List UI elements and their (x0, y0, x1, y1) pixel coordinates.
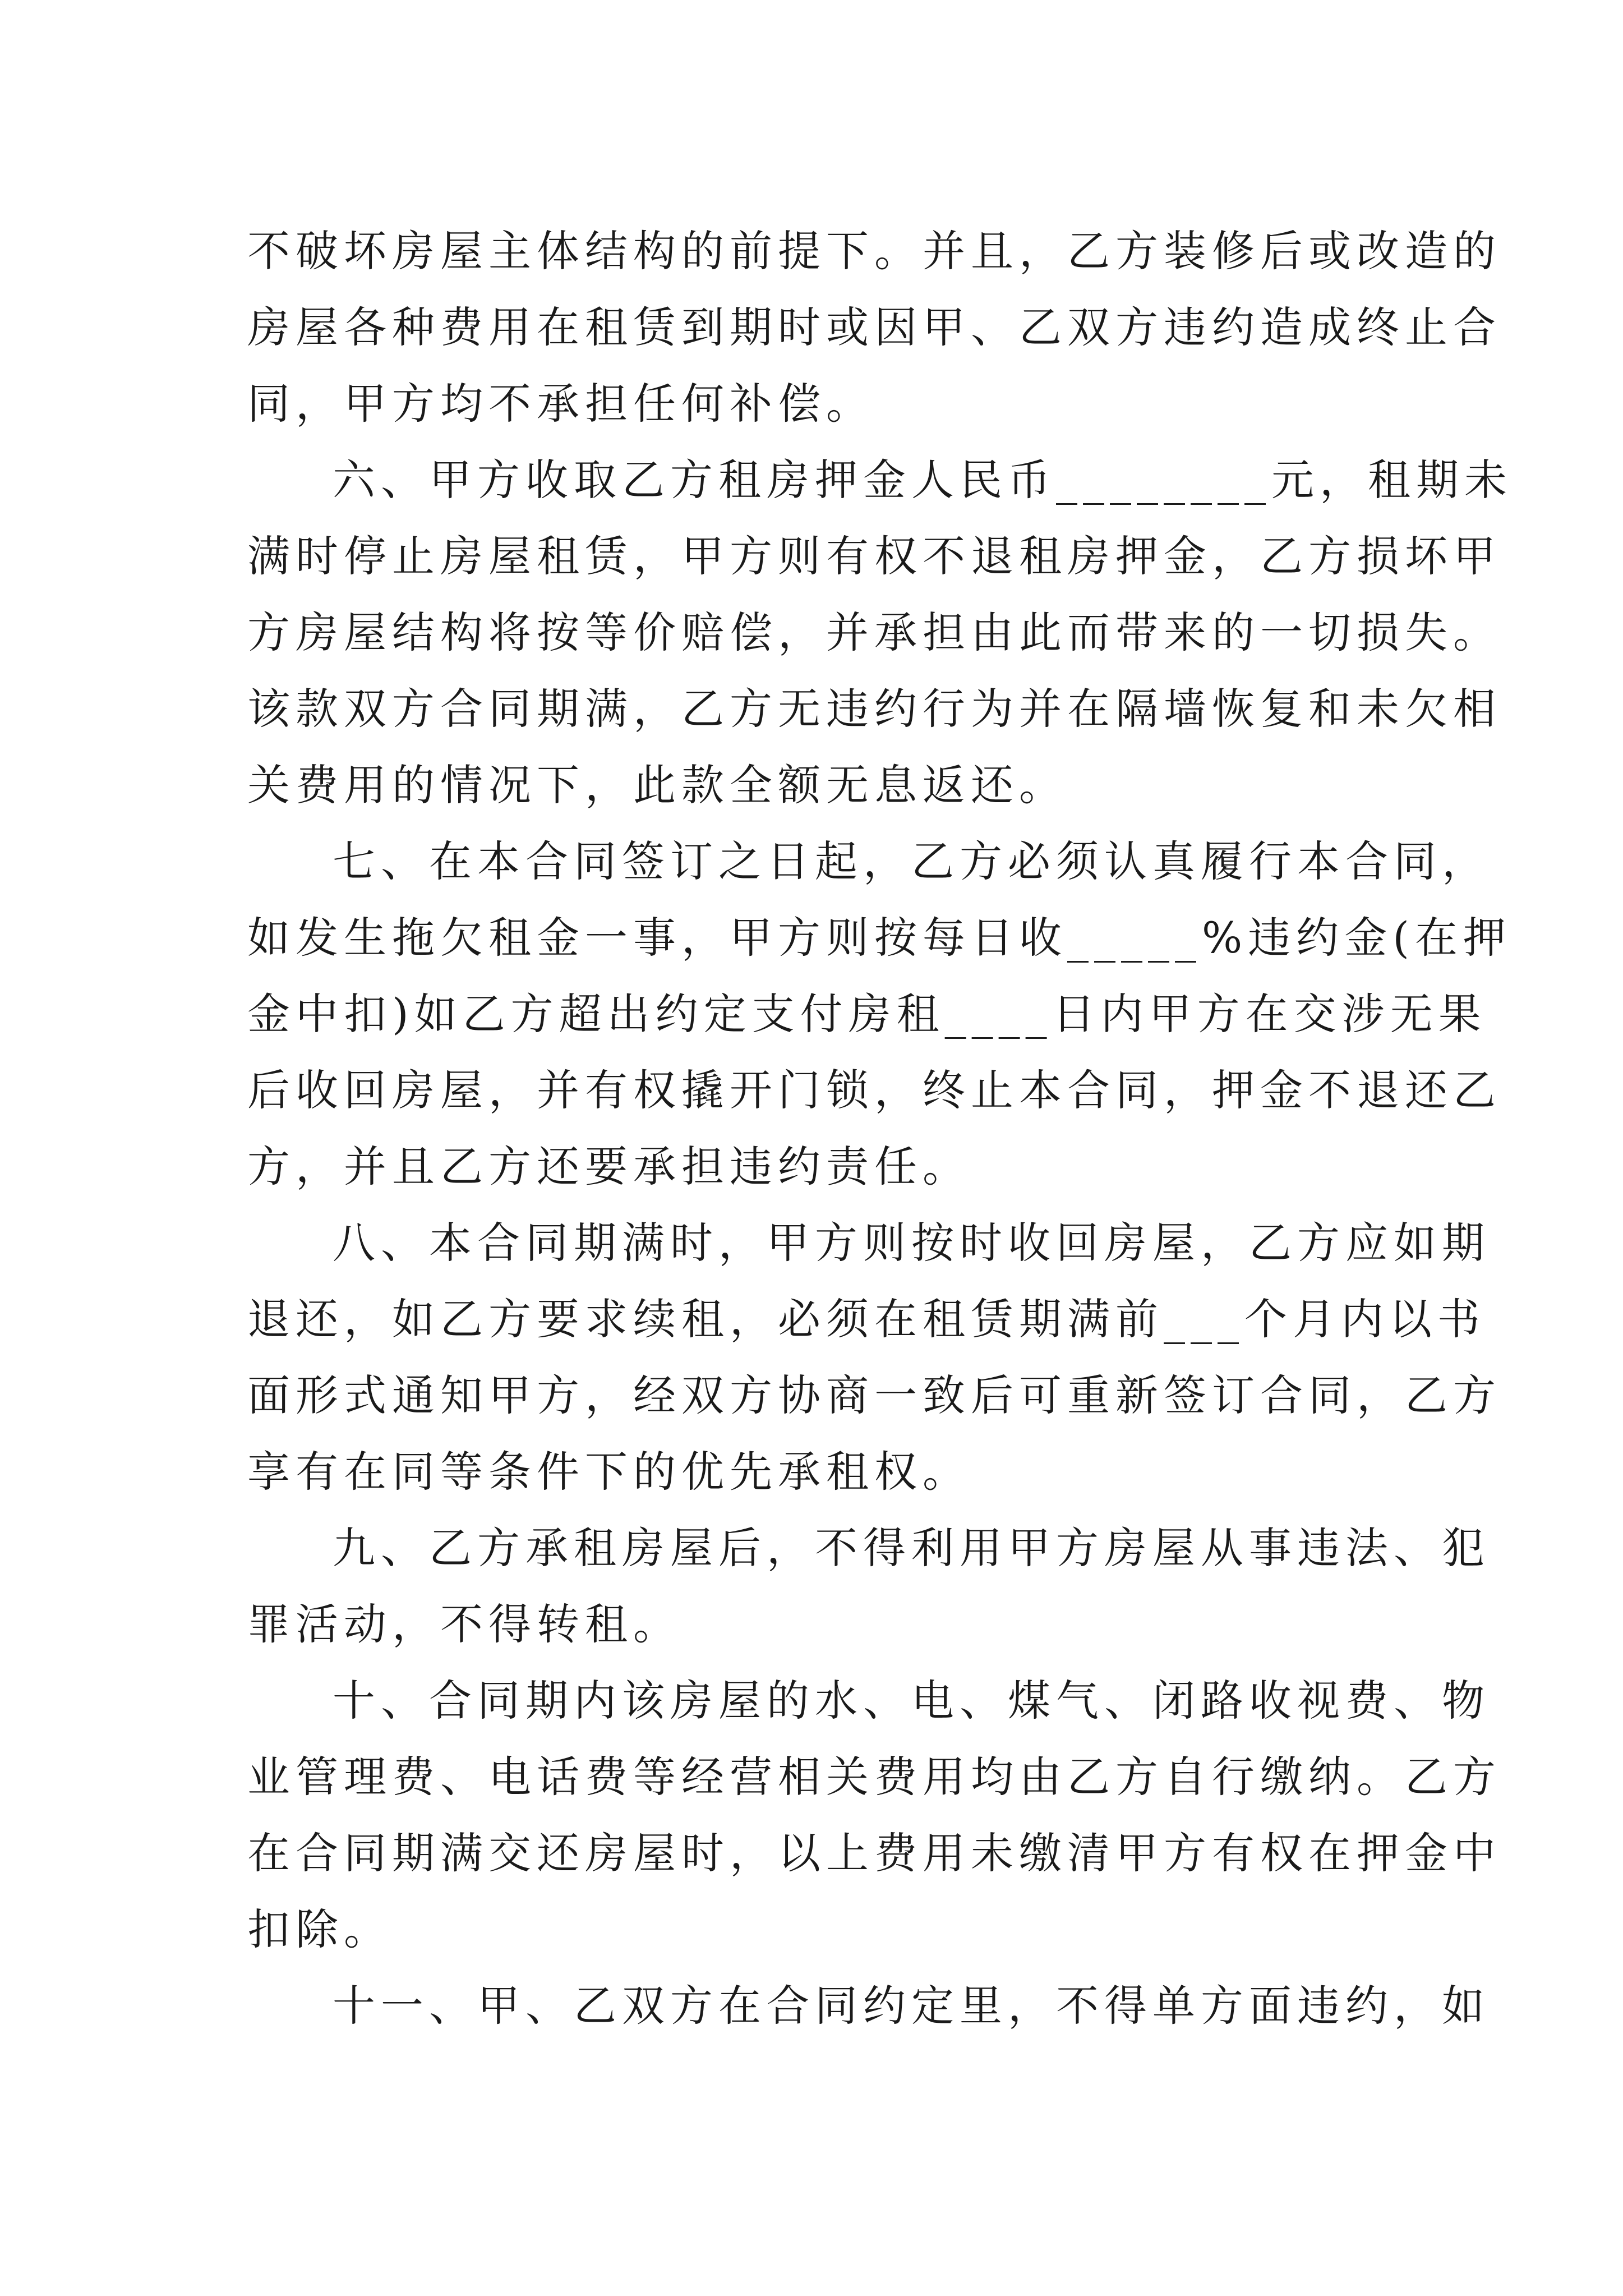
text-line: 扣除。 (247, 1904, 392, 1954)
document-body (247, 213, 1513, 2044)
text-line: 如发生拖欠租金一事，甲方则按每日收_____%违约金(在押 (247, 913, 1511, 963)
text-line: 金中扣)如乙方超出约定支付房租____日内甲方在交涉无果 (247, 989, 1487, 1039)
clause-eleven-line: 十一、甲、乙双方在合同约定里，不得单方面违约，如 (333, 1981, 1490, 2031)
clause-ten-line: 十、合同期内该房屋的水、电、煤气、闭路收视费、物 (333, 1676, 1490, 1726)
text-line: 关费用的情况下，此款全额无息返还。 (247, 760, 1067, 810)
text-line: 满时停止房屋租赁，甲方则有权不退租房押金，乙方损坏甲 (247, 531, 1501, 581)
text-line: 面形式通知甲方，经双方协商一致后可重新签订合同，乙方 (247, 1370, 1501, 1420)
text-line: 享有在同等条件下的优先承租权。 (247, 1447, 971, 1497)
text-line: 方，并且乙方还要承担违约责任。 (247, 1142, 971, 1191)
clause-seven-line: 七、在本合同签订之日起，乙方必须认真履行本合同， (333, 836, 1490, 886)
clause-eight-line: 八、本合同期满时，甲方则按时收回房屋，乙方应如期 (333, 1218, 1490, 1268)
text-line: 同，甲方均不承担任何补偿。 (247, 379, 874, 429)
text-line: 退还，如乙方要求续租，必须在租赁期满前___个月内以书 (247, 1294, 1486, 1344)
text-line: 不破坏房屋主体结构的前提下。并且，乙方装修后或改造的 (247, 226, 1501, 276)
text-line: 后收回房屋，并有权撬开门锁，终止本合同，押金不退还乙 (247, 1065, 1501, 1115)
text-line: 罪活动，不得转租。 (247, 1599, 681, 1649)
text-line: 该款双方合同期满，乙方无违约行为并在隔墙恢复和未欠相 (247, 684, 1501, 734)
clause-nine-line: 九、乙方承租房屋后，不得利用甲方房屋从事违法、犯 (333, 1523, 1490, 1573)
text-line: 业管理费、电话费等经营相关费用均由乙方自行缴纳。乙方 (247, 1752, 1501, 1802)
clause-six-line: 六、甲方收取乙方租房押金人民币________元，租期未 (333, 455, 1513, 505)
text-line: 在合同期满交还房屋时，以上费用未缴清甲方有权在押金中 (247, 1828, 1501, 1878)
text-line: 房屋各种费用在租赁到期时或因甲、乙双方违约造成终止合 (247, 302, 1501, 352)
text-line: 方房屋结构将按等价赔偿，并承担由此而带来的一切损失。 (247, 608, 1501, 657)
